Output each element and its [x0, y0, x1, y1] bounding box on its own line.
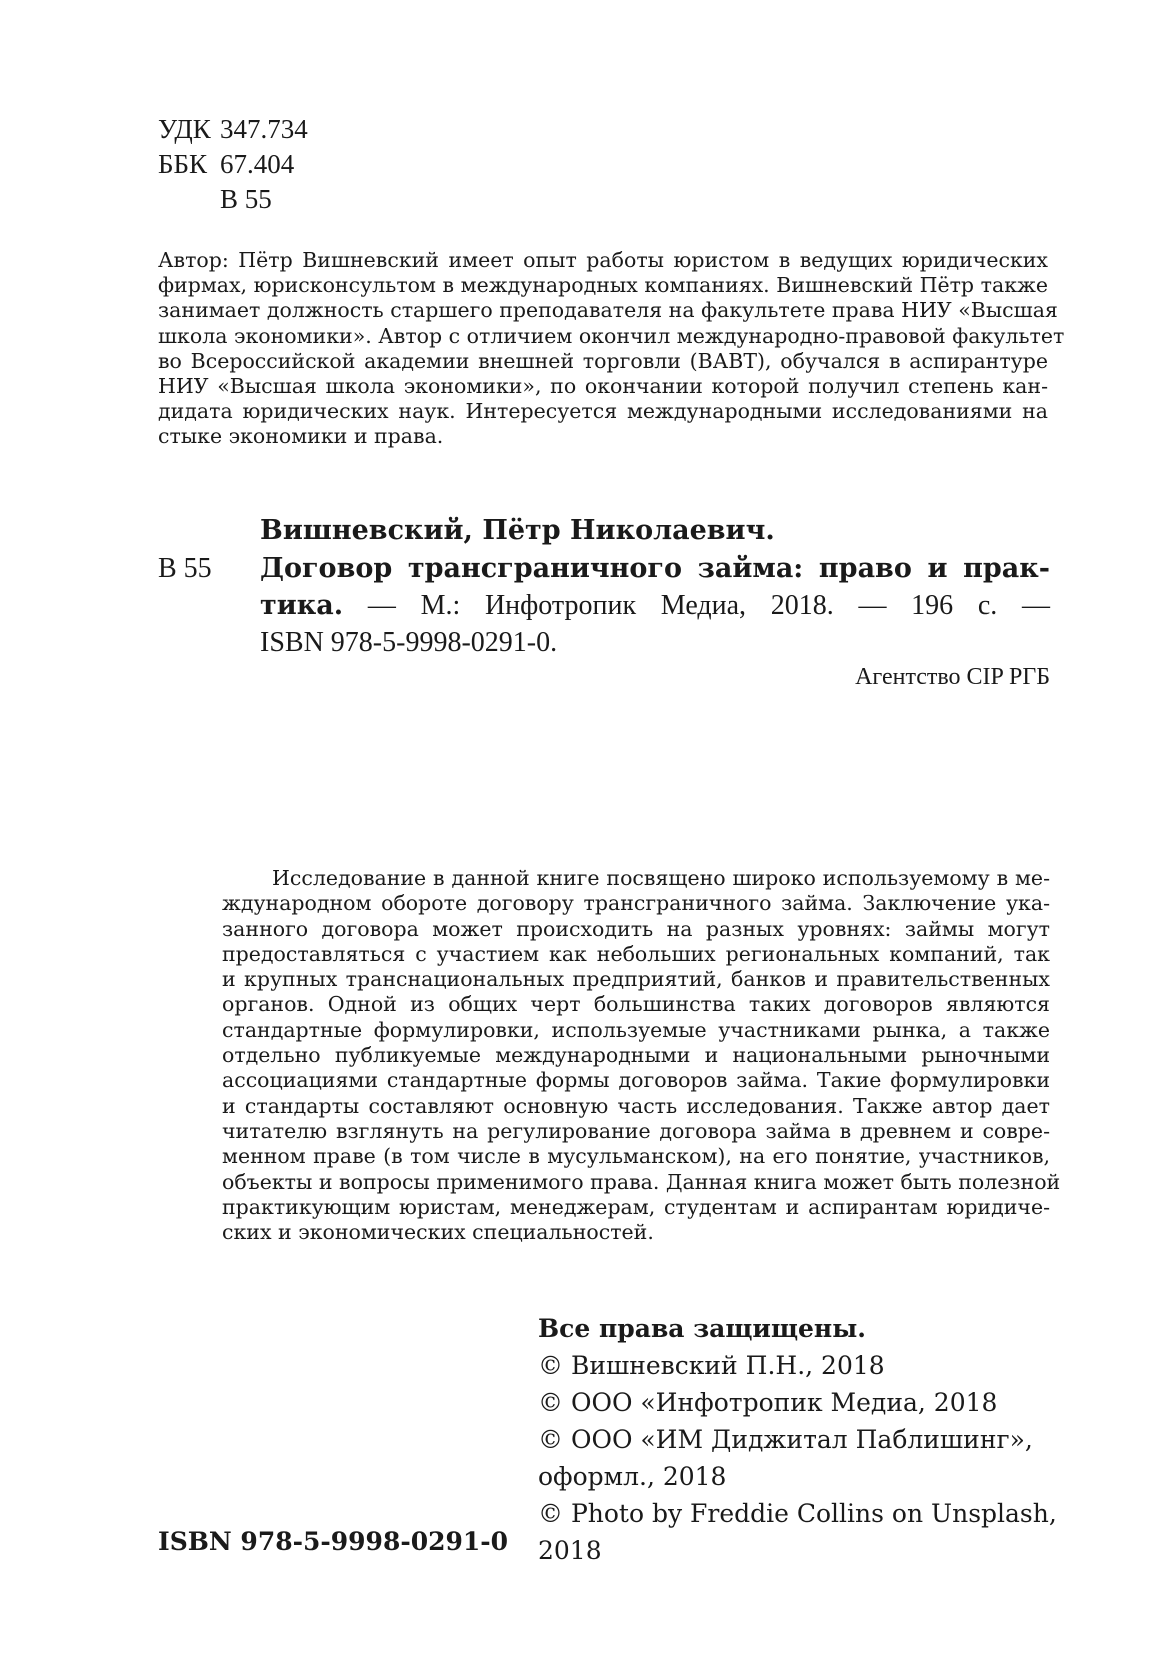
cip-agency: Агентство CIP РГБ [855, 664, 1050, 690]
udk-value: 347.734 [220, 114, 308, 144]
annotation-line: отдельно публикуемые международными и национальными рыночными [222, 1043, 1050, 1068]
about-line: фирмах, юрисконсультом в международных компаниях. Вишневский Пётр также [158, 273, 1048, 298]
annotation-line: ждународном обороте договору трансграничного займа. Заключение ука- [222, 891, 1050, 916]
rights-block [538, 1310, 1057, 1569]
about-line: во Всероссийской академии внешней торговли (ВАВТ), обучался в аспирантуре [158, 348, 1048, 373]
about-line: Автор: Пётр Вишневский имеет опыт работы юристом в ведущих юридических [158, 248, 1048, 272]
about-author [158, 248, 1065, 450]
annotation-line: Исследование в данной книге посвящено широко используемому в ме- [272, 866, 1050, 890]
copyright-line: © ООО «ИМ Диджитал Паблишинг», [538, 1425, 1033, 1454]
biblio-title-line [260, 587, 1050, 624]
annotation-line: ассоциациями стандартные формы договоров займа. Такие формулировки [222, 1068, 1050, 1093]
annotation-line: ских и экономических специальностей. [222, 1220, 654, 1245]
bbk-label: ББК [158, 149, 208, 179]
copyright-line: © ООО «Инфотропик Медиа, 2018 [538, 1388, 998, 1417]
annotation-line: стандартные формулировки, используемые участниками рынка, а также [222, 1017, 1050, 1042]
annotation-line: объекты и вопросы применимого права. Данная книга может быть полезной [222, 1169, 1061, 1194]
copyright-line: оформл., 2018 [538, 1462, 727, 1491]
about-line: занимает должность старшего преподавателя на факультете права НИУ «Высшая [158, 298, 1058, 323]
annotation-line: читателю взглянуть на регулирование договора займа в древнем и совре- [222, 1118, 1050, 1143]
biblio-imprint: — М.: Инфотропик Медиа, 2018. — 196 с. — [343, 590, 1050, 621]
udk-label: УДК [158, 114, 211, 144]
copyright-line: © Вишневский П.Н., 2018 [538, 1351, 885, 1380]
biblio-code: В 55 [158, 553, 212, 584]
annotation-line: практикующим юристам, менеджерам, студентам и аспирантам юридиче- [222, 1194, 1050, 1219]
udk-row [158, 112, 308, 147]
bbk-row [158, 147, 308, 182]
about-line: дидата юридических наук. Интересуется международными исследованиями на [158, 399, 1048, 424]
about-line: школа экономики». Автор с отличием окончил международно-правовой факультет [158, 323, 1065, 348]
annotation-line: предоставляться с участием как небольших региональных компаний, так [222, 941, 1050, 966]
author-mark-row [158, 182, 308, 217]
annotation-line: органов. Одной из общих черт большинства таких договоров являются [222, 992, 1050, 1017]
biblio-title-block [260, 550, 1050, 661]
about-line: НИУ «Высшая школа экономики», по окончании которой получил степень кан- [158, 374, 1048, 399]
classification-block [158, 112, 308, 217]
biblio-author: Вишневский, Пётр Николаевич. [260, 515, 775, 546]
biblio-title-part1: Договор трансграничного займа: право и прак- [260, 553, 1050, 584]
biblio-title-line [260, 550, 1050, 587]
copyright-line: © Photo by Freddie Collins on Unsplash, [538, 1499, 1057, 1528]
bbk-value: 67.404 [220, 149, 295, 179]
annotation-line: занного договора может происходить на разных уровнях: займы могут [222, 916, 1050, 941]
isbn: ISBN 978-5-9998-0291-0 [158, 1527, 509, 1556]
annotation [222, 866, 1061, 1245]
copyright-line: 2018 [538, 1536, 602, 1565]
rights-heading: Все права защищены. [538, 1314, 866, 1343]
annotation-line: менном праве (в том числе в мусульманском), на его понятие, участников, [222, 1144, 1050, 1169]
annotation-line: и крупных транснациональных предприятий, банков и правительственных [222, 967, 1050, 992]
author-mark: В 55 [220, 184, 272, 214]
biblio-title-part2: тика. [260, 590, 344, 621]
about-line: стыке экономики и права. [158, 424, 444, 449]
annotation-line: и стандарты составляют основную часть исследования. Также автор дает [222, 1093, 1050, 1118]
biblio-isbn: ISBN 978-5-9998-0291-0. [260, 627, 558, 658]
